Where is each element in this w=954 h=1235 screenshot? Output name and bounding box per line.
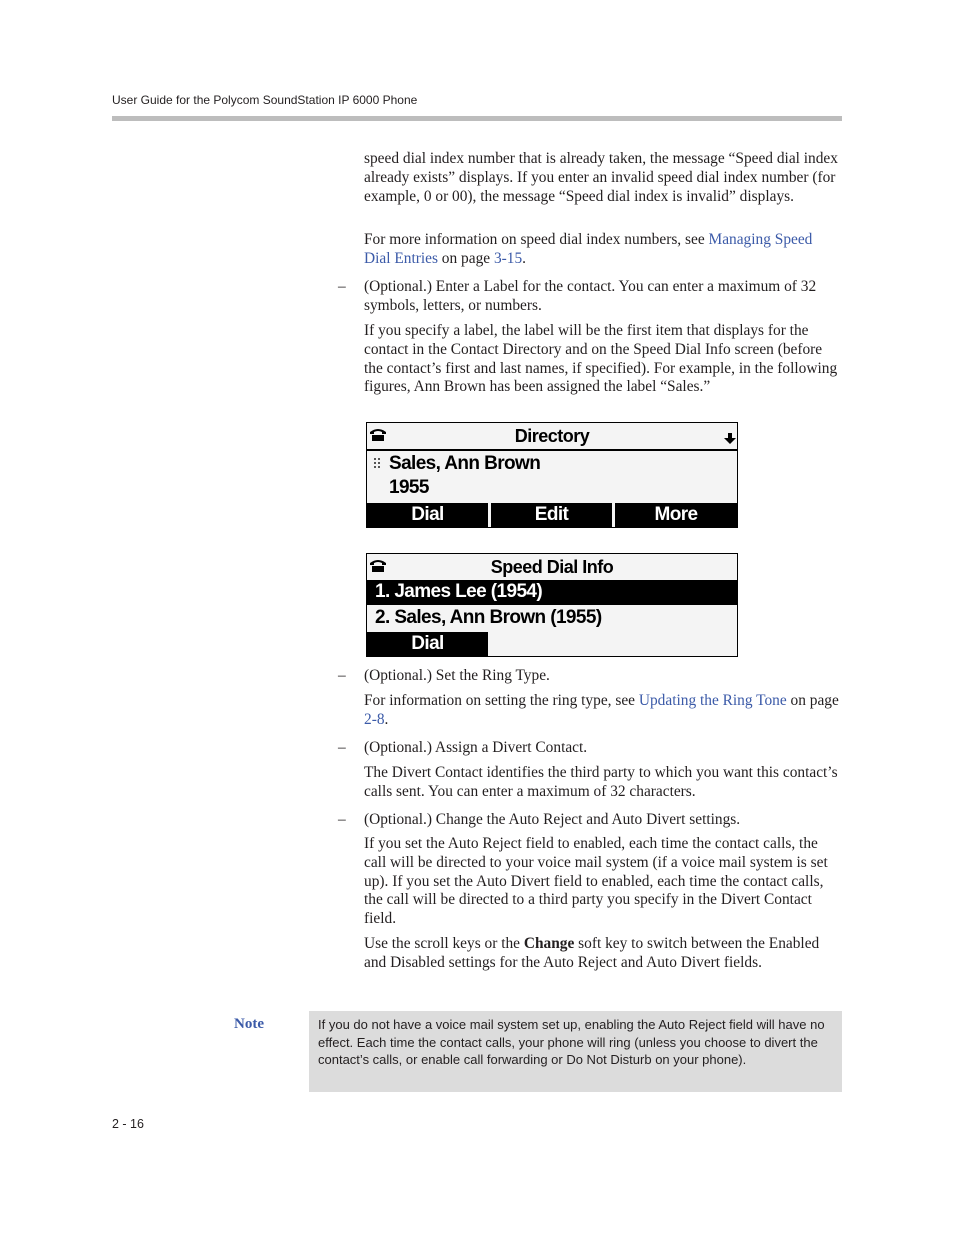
speed-dial-entry-1: 1. James Lee (1954) [375, 581, 543, 602]
contact-number: 1955 [389, 477, 429, 498]
paragraph-divert-explanation [364, 764, 842, 802]
paragraph-label-explanation [364, 322, 842, 397]
link-updating-the-ring-tone[interactable]: Updating the Ring Tone [638, 692, 787, 709]
note-box [309, 1011, 842, 1092]
text-run: For more information on speed dial index numbers, see [364, 231, 709, 248]
paragraph-auto-explanation [364, 835, 842, 929]
text-run: on page [786, 692, 839, 709]
directory-screen [366, 422, 738, 528]
speed-dial-info-screen [366, 553, 738, 657]
screen-title: Directory [514, 426, 590, 446]
edit-softkey[interactable]: Edit [491, 503, 612, 527]
speed-dial-entry-2: 2. Sales, Ann Brown (1955) [375, 607, 602, 628]
scroll-down-arrow-icon [723, 433, 737, 445]
paragraph-text: If you set the Auto Reject field to enabled, each time the contact calls, the call will be directed to your voice mail system (if a voice mail system is set up). If you set the Auto Divert field to enabled, each time the contact calls, the call will be directed to a third party you specify in the Divert Contact field. [364, 835, 828, 928]
dash-bullet: – [338, 667, 346, 684]
link-page-3-15[interactable]: 3-15 [493, 249, 523, 267]
paragraph-text [364, 231, 842, 269]
note-label: Note [234, 1016, 264, 1032]
contact-dots-icon [374, 458, 382, 470]
link-page-2-8[interactable]: 2-8 [364, 710, 385, 728]
header-title: User Guide for the Polycom SoundStation IP 6000 Phone [112, 93, 418, 107]
more-softkey[interactable]: More [615, 503, 737, 527]
text-run: . [522, 249, 527, 267]
text-run: soft key to switch between the Enabled and Disabled settings for the Auto Reject and Auto Divert fields. [364, 935, 820, 971]
paragraph-text [364, 935, 842, 973]
softkey-bar [367, 503, 737, 527]
selected-speed-dial-row[interactable] [367, 580, 737, 605]
screen-title: Speed Dial Info [490, 557, 614, 577]
paragraph-text [364, 692, 842, 730]
list-item-text: (Optional.) Change the Auto Reject and Auto Divert settings. [364, 811, 741, 828]
page-number: 2 - 16 [112, 1117, 144, 1131]
change-softkey-name: Change [523, 935, 575, 952]
paragraph-text: If you specify a label, the label will be the first item that displays for the contact in the Contact Directory and on the Speed Dial Info screen (before the contact’s first and last names, if specified). For example, in the following figures, Ann Brown has been assigned the label “Sales.” [364, 322, 838, 396]
list-item-text: (Optional.) Enter a Label for the contact. You can enter a maximum of 32 symbols, letters, or numbers. [364, 278, 817, 314]
text-run: . [384, 710, 389, 728]
text-run: Use the scroll keys or the [364, 935, 524, 952]
paragraph-speed-dial-index [364, 150, 842, 206]
dial-softkey[interactable]: Dial [367, 632, 488, 656]
paragraph-text: speed dial index number that is already taken, the message “Speed dial index already exists” displays. If you enter an invalid speed dial index number (for example, 0 or 00), the message “Speed dial index is invalid” displays. [364, 150, 838, 205]
paragraph-text: The Divert Contact identifies the third party to which you want this contact’s calls sent. You can enter a maximum of 32 characters. [364, 764, 838, 800]
contact-name: Sales, Ann Brown [389, 453, 541, 474]
text-run: For information on setting the ring type, see [364, 692, 639, 709]
dial-softkey[interactable]: Dial [367, 503, 488, 527]
dash-bullet: – [338, 739, 346, 756]
paragraph-ring-info [364, 692, 842, 730]
screen-title-bar [367, 554, 737, 580]
softkey-bar [367, 632, 737, 656]
list-item-text: (Optional.) Set the Ring Type. [364, 667, 550, 684]
paragraph-scroll-keys [364, 935, 842, 973]
text-run: on page [437, 249, 494, 267]
list-item-text: (Optional.) Assign a Divert Contact. [364, 739, 588, 756]
dash-bullet: – [338, 811, 346, 828]
paragraph-more-info [364, 231, 842, 269]
screen-title-bar [367, 423, 737, 449]
note-text: If you do not have a voice mail system set up, enabling the Auto Reject field will have no effect. Each time the contact calls, your phone will ring (unless you choose to divert the contact’s calls, or enable call forwarding or Do Not Disturb on your phone). [318, 1017, 825, 1068]
header-rule [112, 116, 842, 121]
link-managing-speed-dial-entries[interactable]: Managing Speed Dial Entries [364, 231, 813, 267]
dash-bullet: – [338, 278, 346, 295]
title-divider [367, 449, 737, 451]
